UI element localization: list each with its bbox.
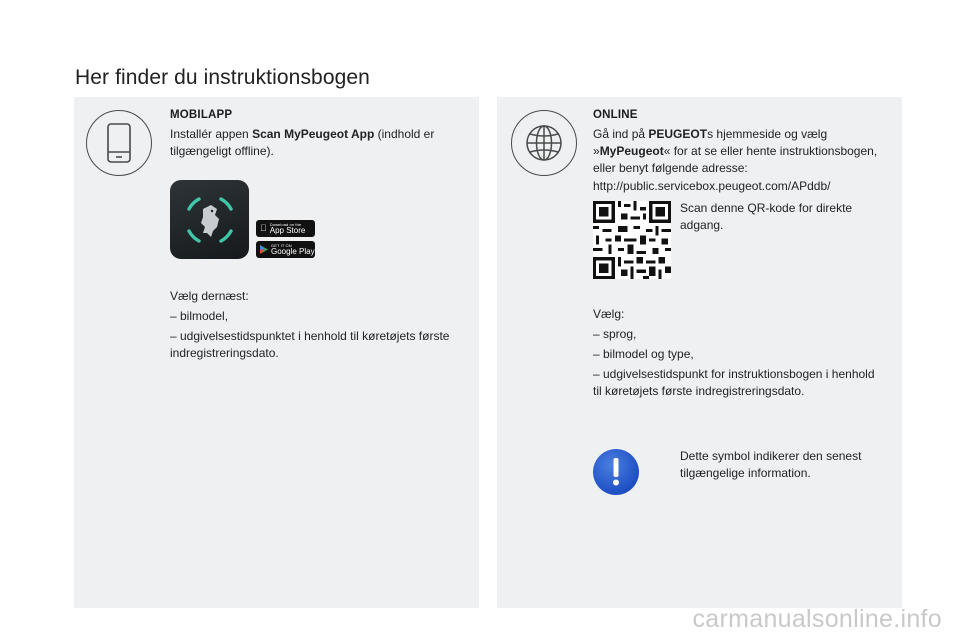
online-intro: Gå ind på PEUGEOTs hjemmeside og vælg »MyPeugeot« for at se eller hente instruktionsbogen, eller benyt følgende adresse: xyxy=(593,127,878,175)
globe-icon xyxy=(511,110,577,176)
info-description: Dette symbol indikerer den senest tilgængelige information. xyxy=(680,449,862,480)
list-item: indregistreringsdato. xyxy=(170,346,279,360)
choose-label: Vælg: xyxy=(593,307,625,321)
online-heading: ONLINE xyxy=(593,109,638,121)
phone-icon xyxy=(86,110,152,176)
mobilapp-heading: MOBILAPP xyxy=(170,109,233,121)
app-store-badge[interactable]: Download on the App Store xyxy=(256,220,315,237)
google-play-icon xyxy=(260,245,268,254)
mobilapp-panel xyxy=(74,97,479,608)
mobilapp-intro: Installér appen Scan MyPeugeot App (indhold er tilgængeligt offline). xyxy=(170,127,435,158)
qr-code xyxy=(593,201,671,279)
apple-icon xyxy=(260,224,267,233)
google-play-badge[interactable]: GET IT ON Google Play xyxy=(256,241,315,258)
list-item: – bilmodel, xyxy=(170,309,229,323)
peugeot-lion-icon xyxy=(177,187,243,253)
next-label: Vælg dernæst: xyxy=(170,289,249,303)
peugeot-app-icon[interactable] xyxy=(170,180,249,259)
watermark: carmanualsonline.info xyxy=(692,605,942,633)
mobilapp-steps xyxy=(170,286,449,363)
list-item: – udgivelsestidspunkt for instruktionsbogen i henhold xyxy=(593,367,875,381)
list-item: – sprog, xyxy=(593,327,637,341)
url-link[interactable]: http://public.servicebox.peugeot.com/APddb/ xyxy=(593,179,831,193)
online-steps xyxy=(593,304,875,401)
qr-description: Scan denne QR-kode for direkte adgang. xyxy=(680,201,853,232)
page-title: Her finder du instruktionsbogen xyxy=(75,66,370,90)
online-panel xyxy=(497,97,902,608)
exclamation-icon xyxy=(593,449,639,495)
list-item: – bilmodel og type, xyxy=(593,347,694,361)
list-item: – udgivelsestidspunktet i henhold til køretøjets første xyxy=(170,329,450,343)
list-item: til køretøjets første indregistreringsdato. xyxy=(593,384,805,398)
